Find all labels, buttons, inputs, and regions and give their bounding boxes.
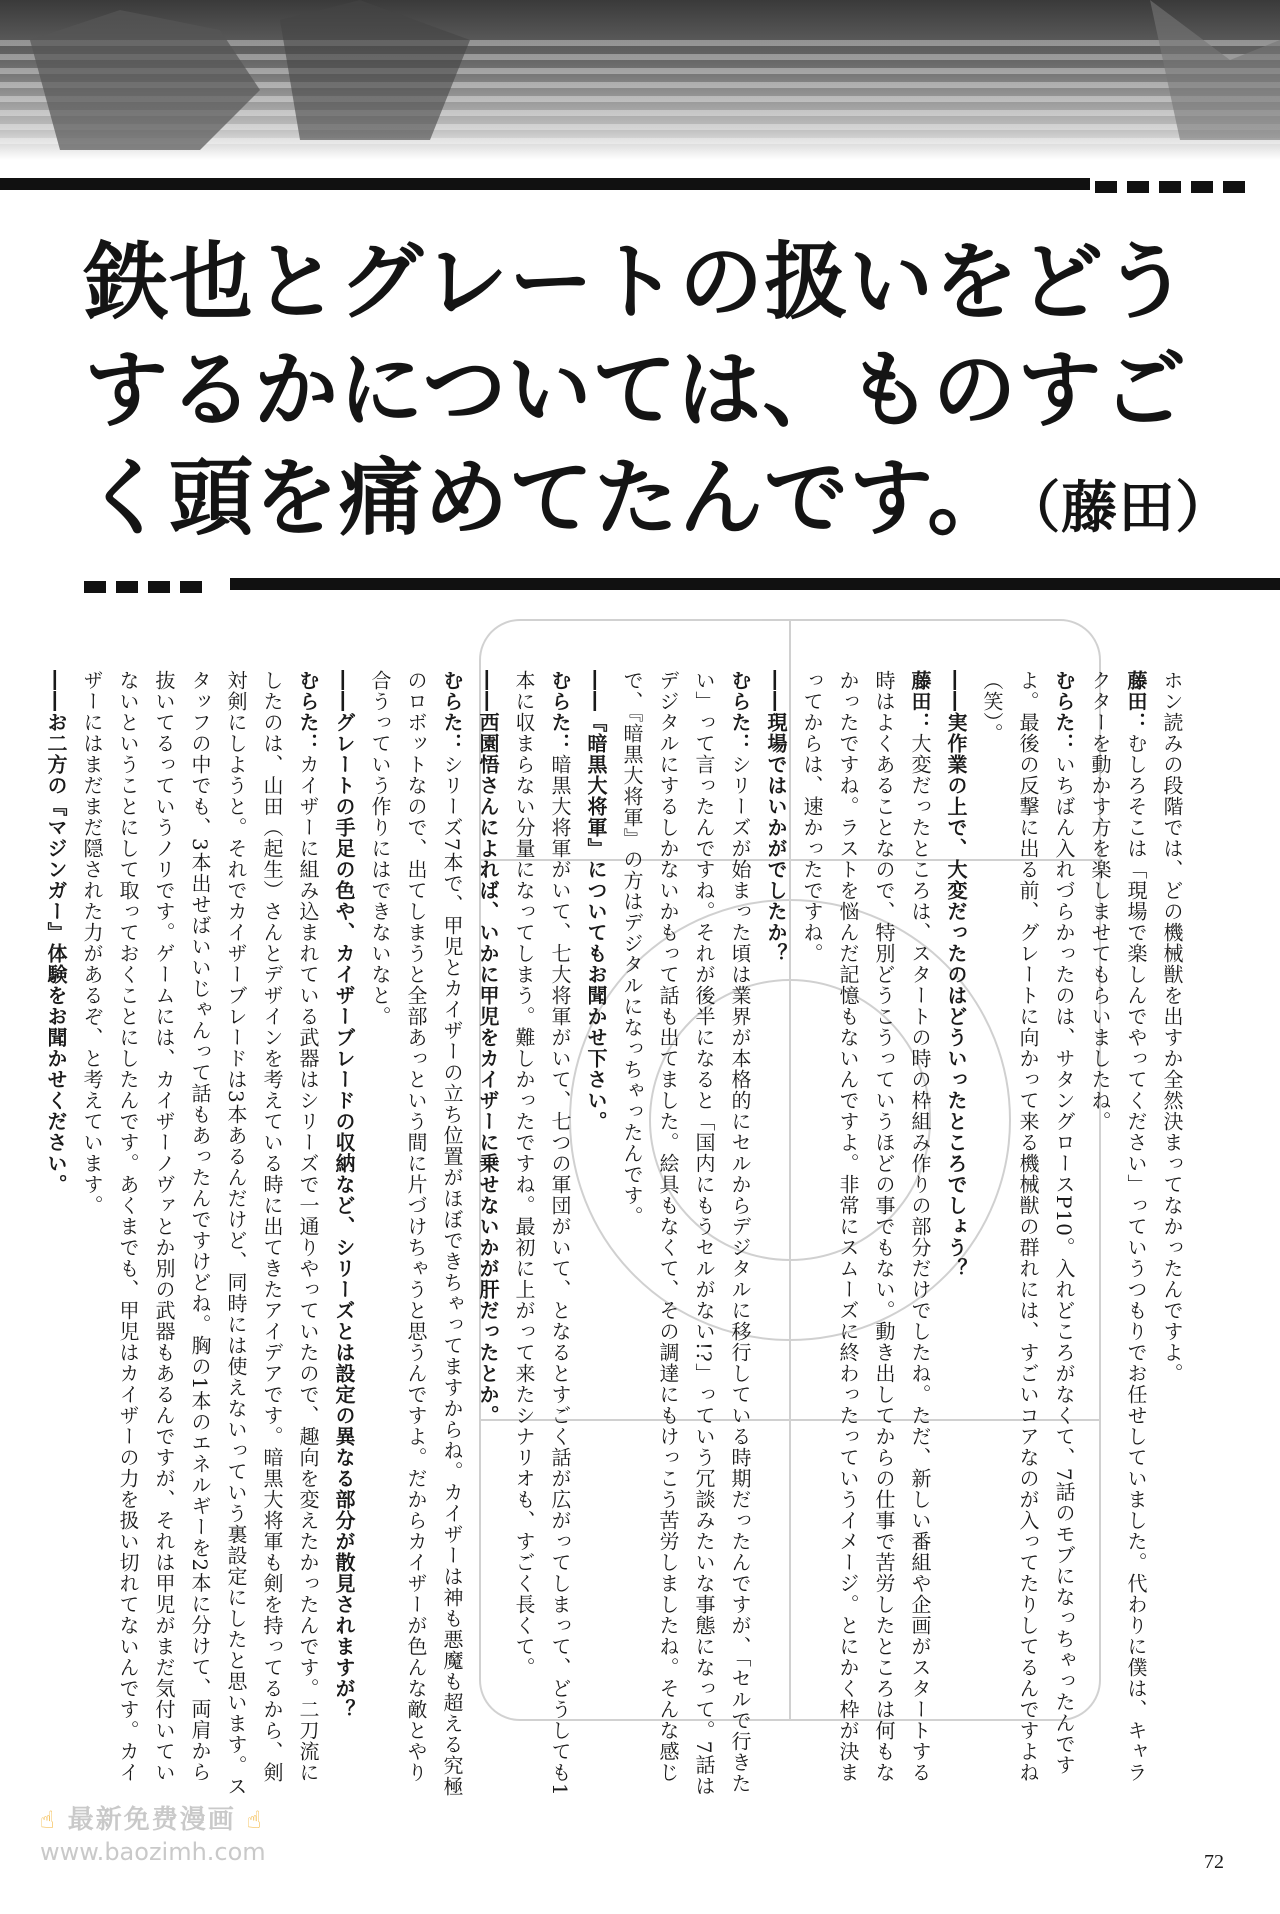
paragraph: 藤田：大変だったところは、スタートの時の枠組み作りの部分だけでしたね。ただ、新しい番組や企画がスタートする時はよくあることなので、特別どうこうっていうほどの事でもない。動き出してからの仕事で苦労したところは何もなかったですね。ラストを悩んだ記憶もないんですよ。非常にスムーズに終わったっていうイメージ。とにかく枠が決まってからは、速かったですね。 bbox=[800, 670, 932, 1783]
watermark-title: ☝ 最新免费漫画 ☝ bbox=[40, 1805, 264, 1835]
question: ――実作業の上で、大変だったのはどういったところでしょう？ bbox=[944, 670, 968, 1279]
watermark-url[interactable]: www.baozimh.com bbox=[40, 1838, 266, 1866]
pointing-hand-icon: ☝ bbox=[246, 1806, 264, 1834]
top-rule bbox=[0, 178, 1090, 190]
headline-line-3-text: く頭を痛めてたんです。 bbox=[84, 449, 1013, 547]
article-body bbox=[44, 670, 1190, 1800]
paragraph: むらた：いちばん入れづらかったのは、サタングロースP10。入れどころがなくて、7話のモブになっちゃったんですよ。最後の反撃に出る前、グレートに向かって来る機械獣の群れには、すごいコアなのが入ってたりしてるんですよね（笑）。 bbox=[980, 670, 1076, 1783]
headline-speaker: （藤田） bbox=[1032, 476, 1233, 541]
question: ――現場ではいかがでしたか？ bbox=[764, 670, 788, 964]
paragraph: むらた：シリーズが始まった頃は業界が本格的にセルからデジタルに移行している時期だったんですが、「セルで行きたい」って言ったんですね。それが後半になると「国内にもうセルがない!?」っていう冗談みたいな事態になって。7話はデジタルにするしかないかもって話も出てました。絵具もなくて、その調達にもけっこう苦労しましたね。そんな感じで、『暗黒大将軍』の方はデジタルになっちゃったんです。 bbox=[620, 670, 752, 1797]
mid-rule-dashes bbox=[84, 578, 234, 590]
pointing-hand-icon: ☝ bbox=[40, 1806, 57, 1834]
headline-line-1: 鉄也とグレートの扱いをどう bbox=[84, 233, 1190, 331]
paragraph: むらた：暗黒大将軍がいて、七大将軍がいて、七つの軍団がいて、となるとすごく話が広がってしまって、どうしても1本に収まらない分量になってしまう。難しかったですね。最初に上がって来たシナリオも、すごく長くて。 bbox=[512, 670, 572, 1797]
page-number: 72 bbox=[1204, 1851, 1224, 1873]
question: ――お二方の『マジンガー』体験をお聞かせください。 bbox=[44, 670, 68, 1195]
paragraph: むらた：シリーズ7本で、甲児とカイザーの立ち位置がほぼできちゃってますからね。カイザーは神も悪魔も超える究極のロボットなので、出てしまうと全部あっという間に片づけちゃうと思うんですよ。だからカイザーが色んな敵とやり合うっていう作りにはできないなと。 bbox=[368, 670, 464, 1797]
robot-silhouette-icon bbox=[0, 0, 1280, 160]
headline-line-2: するかについては、ものすご bbox=[84, 341, 1188, 439]
top-rule-dashes bbox=[1095, 178, 1275, 190]
headline bbox=[84, 228, 1244, 552]
headline-line-3 bbox=[84, 444, 1244, 552]
paragraph: むらた：カイザーに組み込まれている武器はシリーズで一通りやっていたので、趣向を変えたかったんです。二刀流にしたのは、山田（起生）さんとデザインを考えている時に出てきたアイデアです。暗黒大将軍も剣を持ってるから、剣対剣にしようと。それでカイザーブレードは3本あるんだけど、同時には使えないっていう裏設定にしたと思います。スタッフの中でも、3本出せばいいじゃんって話もあったんですけどね。胸の1本のエネルギーを2本に分けて、両肩から抜いてるっていうノリです。ゲームには、カイザーノヴァとか別の武器もあるんですが、それは甲児がまだ気付いていないということにして取っておくことにしたんです。あくまでも、甲児はカイザーの力を扱い切れてないんです。カイザーにはまだまだ隠された力があるぞ、と考えています。 bbox=[80, 670, 320, 1797]
paragraph: 藤田：むしろそこは「現場で楽しんでやってください」っていうつもりでお任せしていました。代わりに僕は、キャラクターを動かす方を楽しませてもらいましたね。 bbox=[1088, 670, 1148, 1783]
question: ――西園悟さんによれば、いかに甲児をカイザーに乗せないかが肝だったとか。 bbox=[476, 670, 500, 1426]
paragraph: ホン読みの段階では、どの機械獣を出すか全然決まってなかったんですよ。 bbox=[1160, 670, 1184, 1384]
question: ――『暗黒大将軍』についてもお聞かせ下さい。 bbox=[584, 670, 608, 1132]
watermark[interactable] bbox=[40, 1799, 320, 1866]
header-banner-illustration bbox=[0, 0, 1280, 160]
question: ――グレートの手足の色や、カイザーブレードの収納など、シリーズとは設定の異なる部分が散見されますが？ bbox=[332, 670, 356, 1720]
